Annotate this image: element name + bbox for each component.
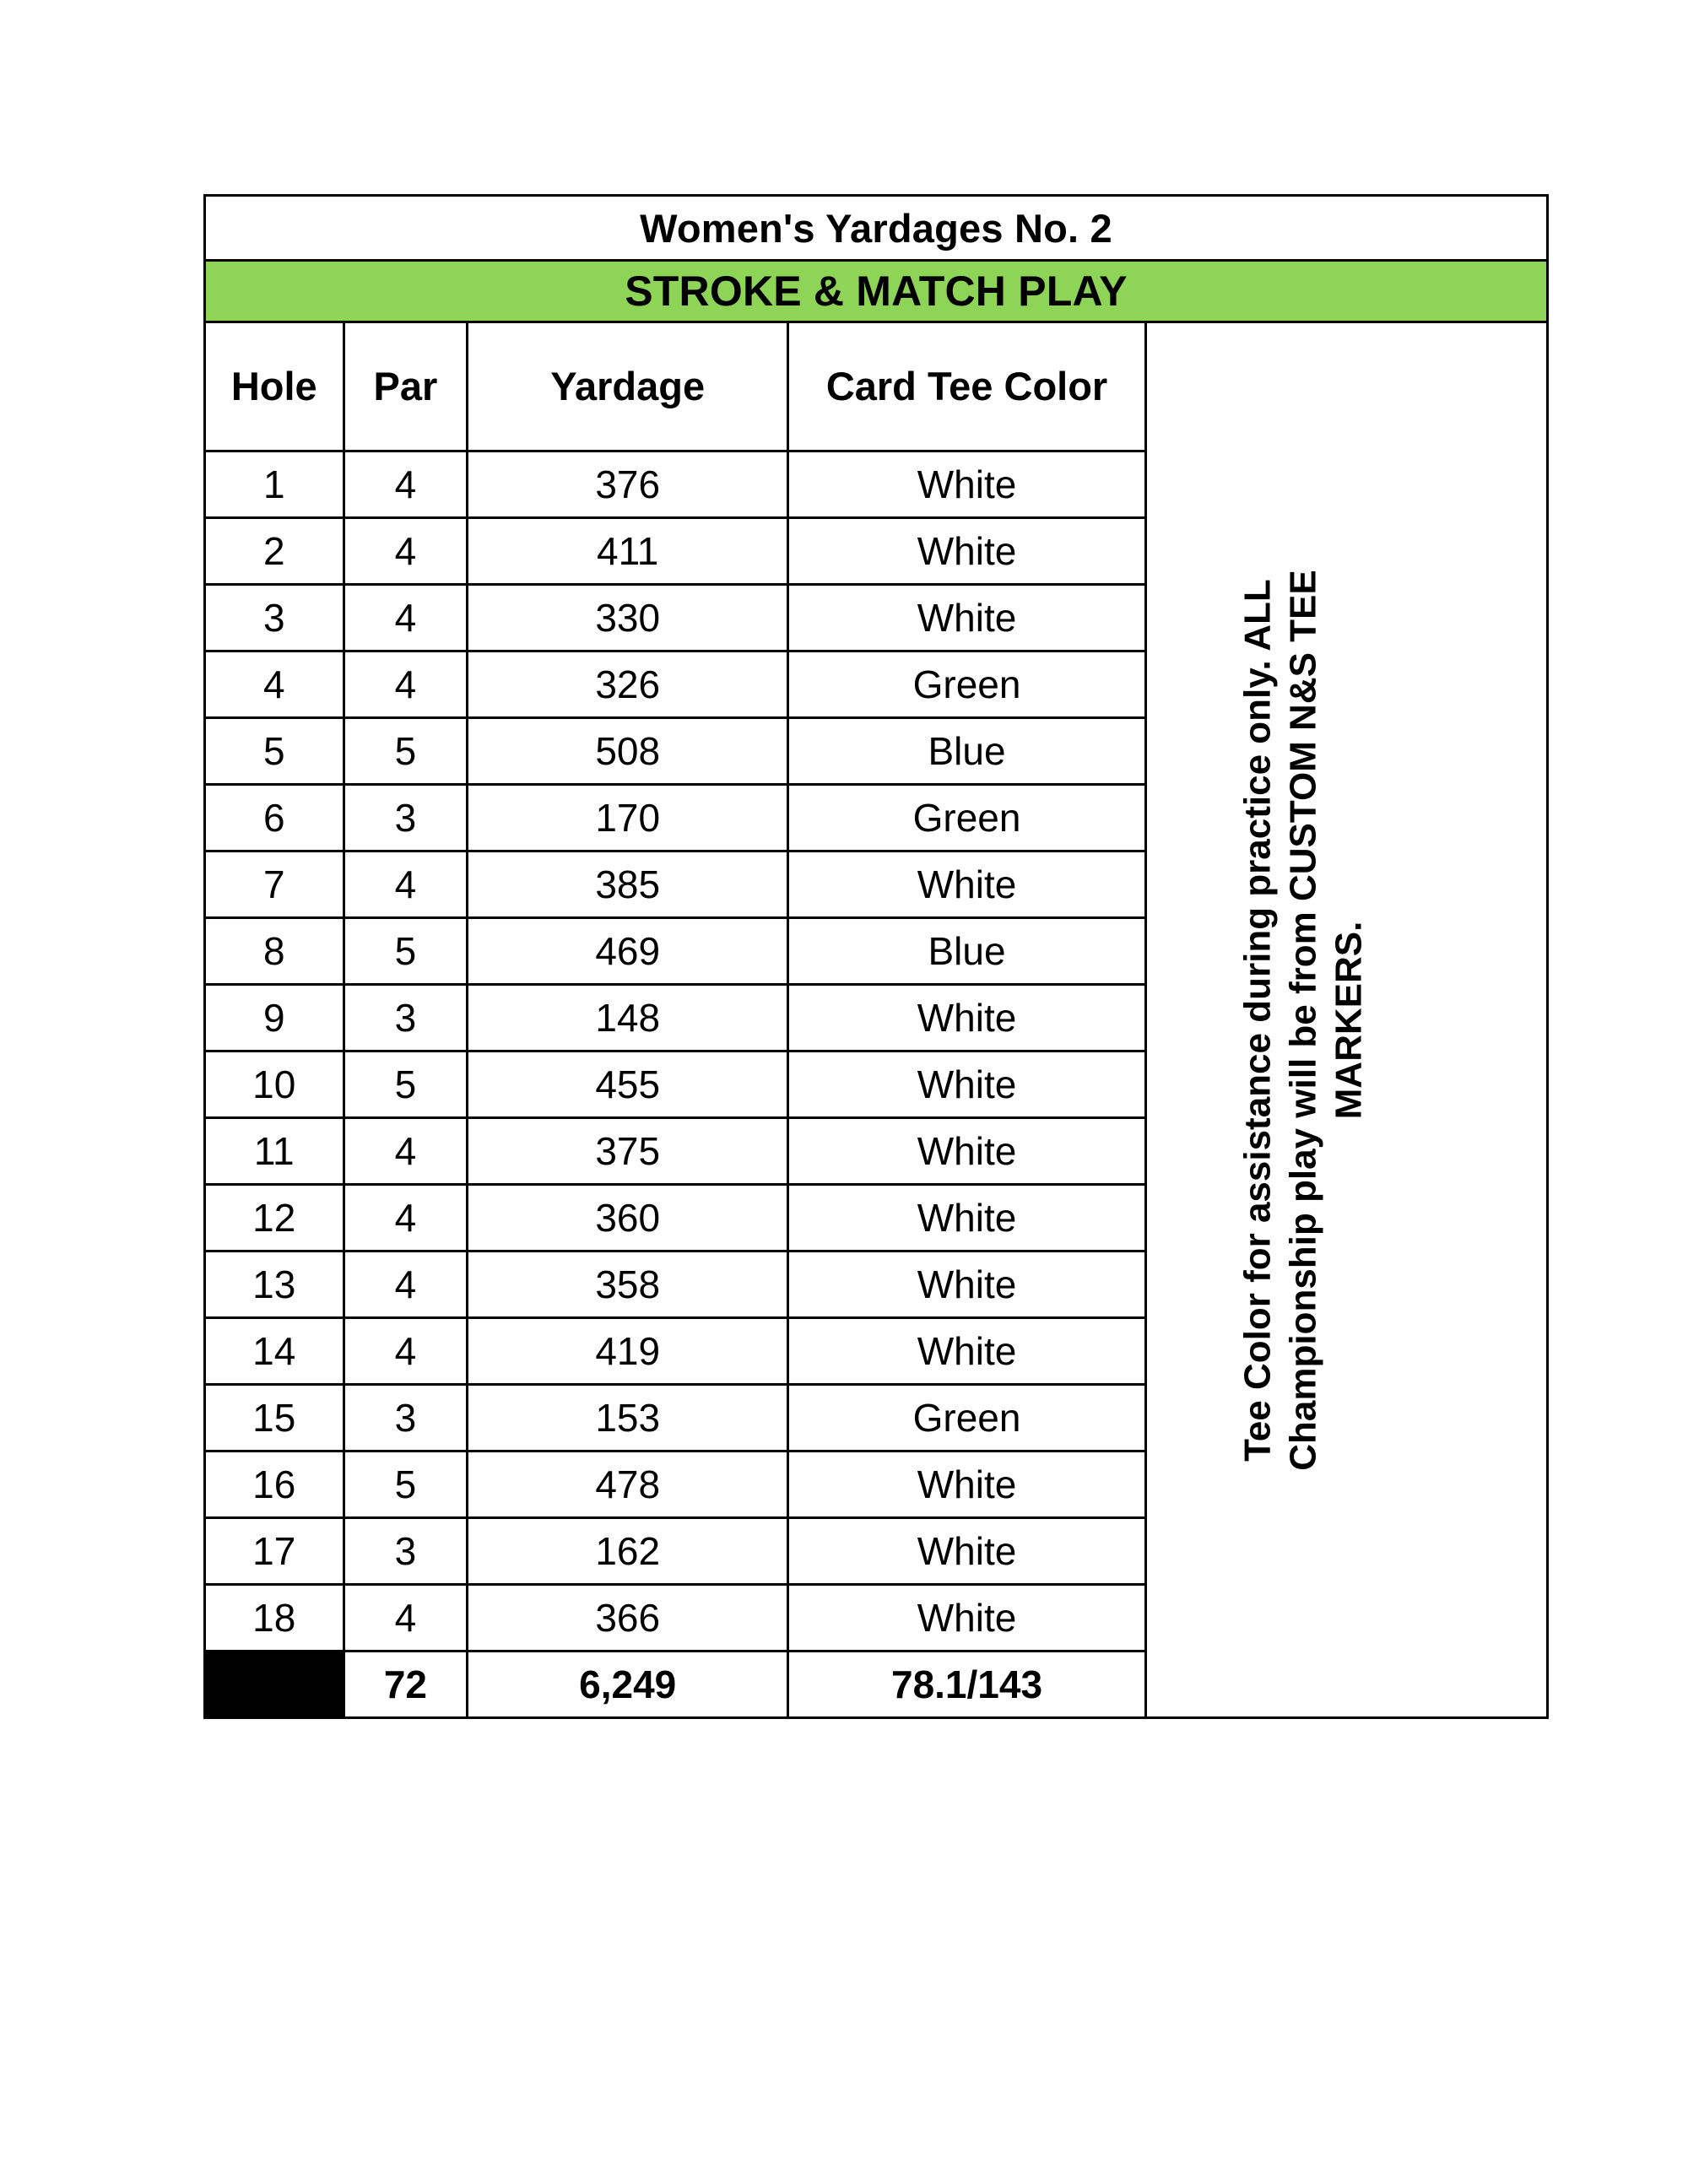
cell-yardage: 148 [468,985,788,1051]
totals-rating-slope: 78.1/143 [788,1652,1146,1718]
yardage-table [203,194,1549,1719]
cell-par: 5 [344,1051,468,1118]
cell-hole: 13 [205,1251,344,1318]
cell-par: 4 [344,1118,468,1185]
column-header-yardage: Yardage [468,322,788,451]
cell-yardage: 376 [468,451,788,518]
cell-hole: 2 [205,518,344,585]
totals-hole-blank [205,1652,344,1718]
cell-hole: 10 [205,1051,344,1118]
totals-yardage: 6,249 [468,1652,788,1718]
column-header-tee-color: Card Tee Color [788,322,1146,451]
cell-tee-color: White [788,1251,1146,1318]
cell-yardage: 326 [468,651,788,718]
cell-par: 4 [344,1585,468,1652]
cell-yardage: 478 [468,1451,788,1518]
cell-yardage: 170 [468,785,788,851]
column-header-hole: Hole [205,322,344,451]
cell-hole: 15 [205,1385,344,1451]
cell-tee-color: White [788,451,1146,518]
cell-hole: 16 [205,1451,344,1518]
title-row [205,196,1548,261]
cell-par: 4 [344,1185,468,1251]
tee-marker-note-wrap [1147,524,1459,1516]
cell-par: 4 [344,1251,468,1318]
cell-par: 3 [344,1385,468,1451]
cell-tee-color: White [788,518,1146,585]
cell-par: 5 [344,918,468,985]
cell-par: 4 [344,518,468,585]
scorecard-sheet [203,194,1549,1719]
cell-yardage: 358 [468,1251,788,1318]
totals-par: 72 [344,1652,468,1718]
header-row [205,322,1548,451]
cell-tee-color: White [788,1118,1146,1185]
cell-hole: 18 [205,1585,344,1652]
cell-par: 3 [344,1518,468,1585]
cell-hole: 6 [205,785,344,851]
cell-par: 5 [344,1451,468,1518]
tee-marker-note [1146,322,1548,1718]
cell-yardage: 411 [468,518,788,585]
cell-hole: 14 [205,1318,344,1385]
cell-yardage: 469 [468,918,788,985]
cell-tee-color: White [788,1318,1146,1385]
cell-par: 5 [344,718,468,785]
cell-tee-color: Green [788,1385,1146,1451]
cell-tee-color: White [788,1451,1146,1518]
column-header-par: Par [344,322,468,451]
document-title: Women's Yardages No. 2 [205,196,1548,261]
cell-par: 4 [344,585,468,651]
cell-yardage: 419 [468,1318,788,1385]
cell-yardage: 360 [468,1185,788,1251]
cell-tee-color: White [788,1185,1146,1251]
cell-yardage: 508 [468,718,788,785]
cell-par: 4 [344,451,468,518]
cell-hole: 5 [205,718,344,785]
cell-tee-color: Green [788,785,1146,851]
cell-yardage: 375 [468,1118,788,1185]
cell-par: 3 [344,985,468,1051]
cell-hole: 11 [205,1118,344,1185]
cell-hole: 17 [205,1518,344,1585]
cell-tee-color: White [788,1518,1146,1585]
cell-yardage: 385 [468,851,788,918]
cell-tee-color: White [788,1051,1146,1118]
cell-yardage: 455 [468,1051,788,1118]
play-format-banner: STROKE & MATCH PLAY [205,261,1548,322]
cell-yardage: 330 [468,585,788,651]
cell-tee-color: Blue [788,718,1146,785]
cell-tee-color: White [788,1585,1146,1652]
cell-tee-color: Green [788,651,1146,718]
tee-marker-note-rotor [1147,524,1459,1516]
cell-yardage: 162 [468,1518,788,1585]
cell-par: 4 [344,1318,468,1385]
cell-par: 4 [344,851,468,918]
cell-yardage: 153 [468,1385,788,1451]
cell-hole: 9 [205,985,344,1051]
cell-par: 3 [344,785,468,851]
cell-hole: 7 [205,851,344,918]
cell-hole: 4 [205,651,344,718]
cell-hole: 1 [205,451,344,518]
cell-tee-color: White [788,985,1146,1051]
banner-row [205,261,1548,322]
cell-tee-color: White [788,851,1146,918]
cell-par: 4 [344,651,468,718]
cell-hole: 12 [205,1185,344,1251]
cell-yardage: 366 [468,1585,788,1652]
tee-marker-note-text: Tee Color for assistance during practice only. ALL Championship play will be from CUSTOM N&S TEE MARKERS. [1236,569,1369,1471]
cell-tee-color: White [788,585,1146,651]
cell-hole: 3 [205,585,344,651]
cell-tee-color: Blue [788,918,1146,985]
cell-hole: 8 [205,918,344,985]
